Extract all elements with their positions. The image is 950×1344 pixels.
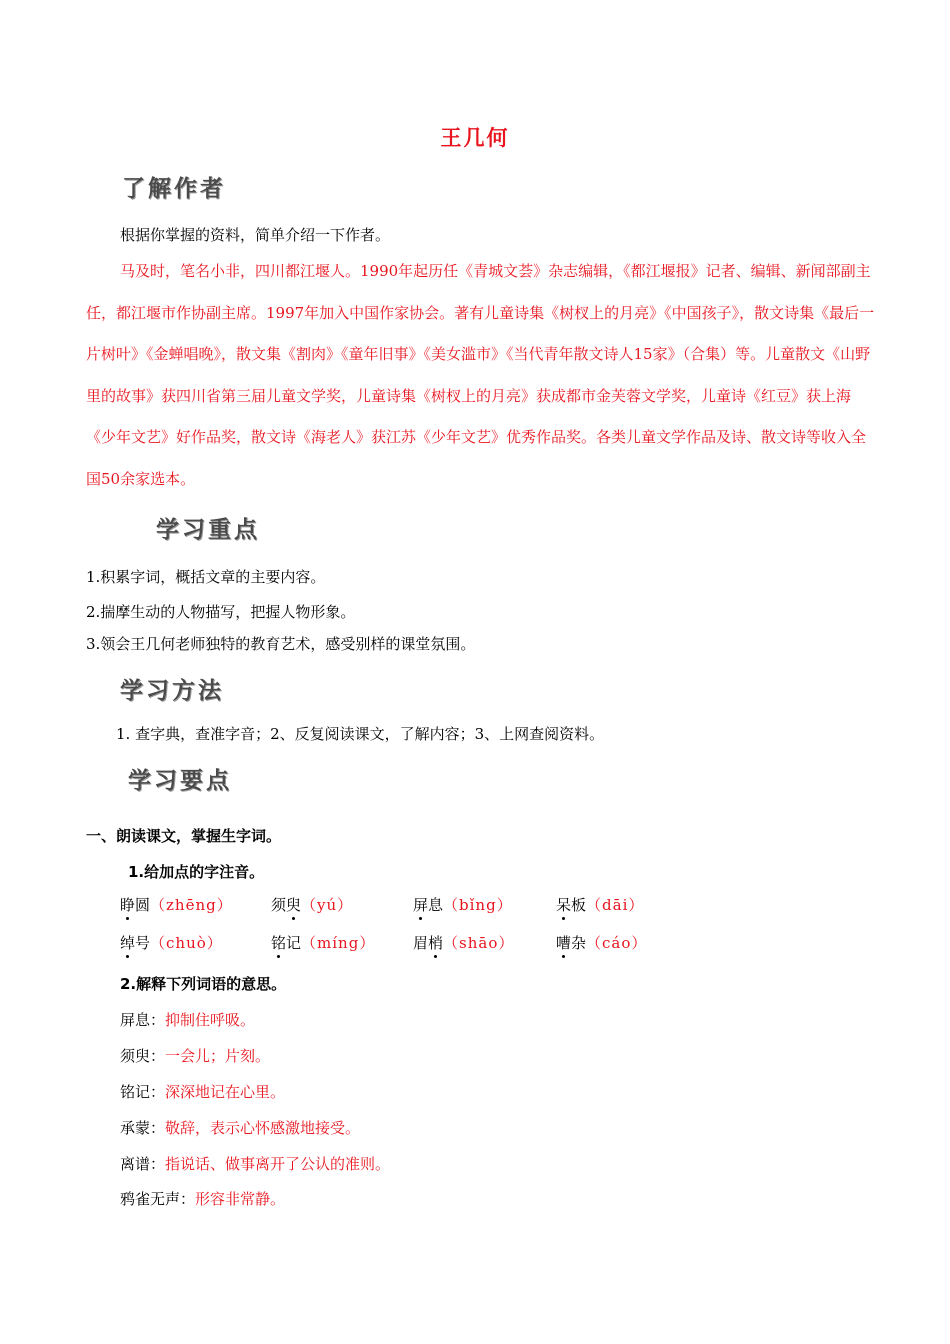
author-bio bbox=[86, 251, 876, 500]
definition-meaning: 深深地记在心里。 bbox=[165, 1083, 286, 1101]
pinyin-item: 须臾（yú） bbox=[271, 896, 354, 914]
question-heading: 2.解释下列词语的意思。 bbox=[120, 975, 287, 993]
definition-meaning: 指说话、做事离开了公认的准则。 bbox=[165, 1155, 391, 1173]
section-heading-key-points: 学习重点 bbox=[156, 516, 260, 543]
part-heading: 一、朗读课文，掌握生字词。 bbox=[86, 827, 282, 845]
definition-meaning: 敬辞，表示心怀感激地接受。 bbox=[165, 1119, 361, 1137]
pinyin-item: 呆板（dāi） bbox=[556, 896, 645, 914]
section-heading-about-author: 了解作者 bbox=[122, 175, 226, 202]
definition-row bbox=[120, 1188, 285, 1209]
definition-term: 离谱： bbox=[120, 1155, 166, 1173]
section-heading-essentials: 学习要点 bbox=[128, 767, 232, 794]
key-point-item: 3.领会王几何老师独特的教育艺术，感受别样的课堂氛围。 bbox=[86, 635, 476, 653]
definition-meaning: 形容非常静。 bbox=[195, 1190, 286, 1208]
definition-term: 屏息： bbox=[120, 1011, 166, 1029]
pinyin-item: 屏息（bǐng） bbox=[413, 896, 513, 914]
question-heading: 1.给加点的字注音。 bbox=[128, 863, 265, 881]
key-point-item: 1.积累字词，概括文章的主要内容。 bbox=[86, 568, 326, 586]
pinyin-item: 睁圆（zhēng） bbox=[120, 896, 233, 914]
pinyin-item: 眉梢（shāo） bbox=[413, 934, 515, 952]
pinyin-item: 绰号（chuò） bbox=[120, 934, 223, 952]
author-bio-text: 马及时，笔名小非，四川都江堰人。1990年起历任《青城文荟》杂志编辑，《都江堰报》记者、编辑、新闻部副主任，都江堰市作协副主席。1997年加入中国作家协会。著有儿童诗集《树杈上的月亮》《中国孩子》，散文诗集《最后一片树叶》《金蝉唱晚》，散文集《割肉》《童年旧事》《美女滥市》《当代青年散文诗人15家》（合集）等。儿童散文《山野里的故事》获四川省第三届儿童文学奖，儿童诗集《树杈上的月亮》获成都市金芙蓉文学奖，儿童诗《红豆》获上海《少年文艺》好作品奖，散文诗《海老人》获江苏《少年文艺》优秀作品奖。各类儿童文学作品及诗、散文诗等收入全国50余家选本。 bbox=[86, 262, 875, 488]
key-point-item: 2.揣摩生动的人物描写，把握人物形象。 bbox=[86, 603, 356, 621]
definition-row bbox=[120, 1153, 390, 1174]
definition-row bbox=[120, 1009, 255, 1030]
section-heading-methods: 学习方法 bbox=[120, 677, 224, 704]
definition-row bbox=[120, 1045, 270, 1066]
pinyin-item: 嘈杂（cáo） bbox=[556, 934, 648, 952]
definition-term: 鸦雀无声： bbox=[120, 1190, 196, 1208]
definition-term: 承蒙： bbox=[120, 1119, 166, 1137]
definition-term: 须臾： bbox=[120, 1047, 166, 1065]
definition-term: 铭记： bbox=[120, 1083, 166, 1101]
methods-text: 1. 查字典，查准字音；2、反复阅读课文，了解内容；3、上网查阅资料。 bbox=[116, 725, 605, 743]
definition-row bbox=[120, 1081, 285, 1102]
pinyin-item: 铭记（míng） bbox=[271, 934, 376, 952]
definition-meaning: 抑制住呼吸。 bbox=[165, 1011, 256, 1029]
definition-row bbox=[120, 1117, 360, 1138]
page-title: 王几何 bbox=[440, 126, 510, 150]
definition-meaning: 一会儿；片刻。 bbox=[165, 1047, 271, 1065]
author-prompt: 根据你掌握的资料，简单介绍一下作者。 bbox=[120, 226, 391, 244]
